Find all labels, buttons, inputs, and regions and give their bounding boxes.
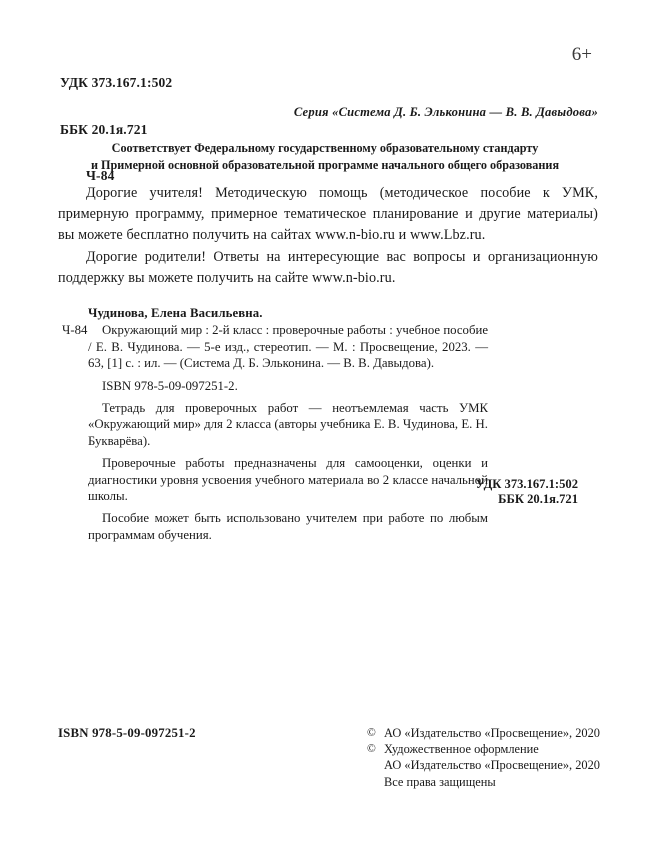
rights-reserved-text: Все права защищены bbox=[384, 774, 496, 789]
series-line: Серия «Система Д. Б. Эльконина — В. В. Давыдова» bbox=[293, 105, 598, 119]
shelfmark-code: Ч-84 bbox=[86, 168, 115, 183]
standard-compliance-block bbox=[52, 140, 598, 174]
page-footer bbox=[58, 726, 598, 794]
notices-block bbox=[58, 183, 598, 289]
standard-line-1: Соответствует Федеральному государственному образовательному стандарту bbox=[111, 141, 539, 155]
cip-author: Чудинова, Елена Васильевна. bbox=[88, 306, 263, 320]
bbk-code: ББК 20.1я.721 bbox=[60, 121, 148, 137]
copyright-row bbox=[367, 774, 600, 790]
notice-teachers: Дорогие учителя! Методическую помощь (методическое пособие к УМК, примерную программу, примерное тематическое планирование и другие материалы) вы можете бесплатно получить на сайтах www.n-bio.ru и www.Lbz.ru. bbox=[58, 185, 598, 244]
udc-code: УДК 373.167.1:502 bbox=[60, 75, 173, 90]
copyright-row bbox=[367, 741, 600, 757]
cip-description: Окружающий мир : 2-й класс : проверочные работы : учебное пособие / Е. В. Чудинова. — 5-е изд., стереотип. — М. : Просвещение, 2023. — 63, [1] с. : ил. — (Система Д. Б. Эльконина. — В. В. Давыдова). bbox=[88, 323, 488, 371]
copyright-block bbox=[367, 725, 600, 790]
notice-parents: Дорогие родители! Ответы на интересующие вас вопросы и организационную поддержку вы можете получить на сайте www.n-bio.ru. bbox=[58, 248, 598, 286]
copyright-icon: © bbox=[367, 742, 376, 756]
copyright-text: АО «Издательство «Просвещение», 2020 bbox=[384, 758, 600, 773]
cip-note-3: Пособие может быть использовано учителем при работе по любым программам обучения. bbox=[88, 511, 488, 542]
copyright-text: Художественное оформление bbox=[384, 742, 539, 757]
cip-isbn: ISBN 978-5-09-097251-2. bbox=[102, 378, 238, 393]
copyright-text: АО «Издательство «Просвещение», 2020 bbox=[384, 726, 600, 740]
udc-code-repeat: УДК 373.167.1:502 bbox=[475, 477, 578, 491]
cip-note-2: Проверочные работы предназначены для самооценки, оценки и диагностики уровня усвоения учебного материала во 2 классе начальной школы. bbox=[88, 456, 488, 504]
copyright-row bbox=[367, 757, 600, 773]
copyright-row bbox=[367, 725, 600, 741]
copyright-icon: © bbox=[367, 726, 376, 739]
classification-codes-repeat bbox=[58, 477, 578, 508]
standard-line-2: и Примерной основной образовательной программе начального общего образования bbox=[90, 158, 560, 172]
footer-isbn: ISBN 978-5-09-097251-2 bbox=[58, 726, 196, 740]
cip-shelfmark: Ч-84 bbox=[62, 323, 88, 338]
cip-note-1: Тетрадь для проверочных работ — неотъемлемая часть УМК «Окружающий мир» для 2 класса (авторы учебника Е. В. Чудинова, Е. Н. Букварёва). bbox=[88, 401, 488, 448]
cip-body bbox=[58, 322, 488, 371]
age-rating-badge: 6+ bbox=[571, 44, 592, 65]
bbk-code-repeat: ББК 20.1я.721 bbox=[498, 492, 578, 507]
